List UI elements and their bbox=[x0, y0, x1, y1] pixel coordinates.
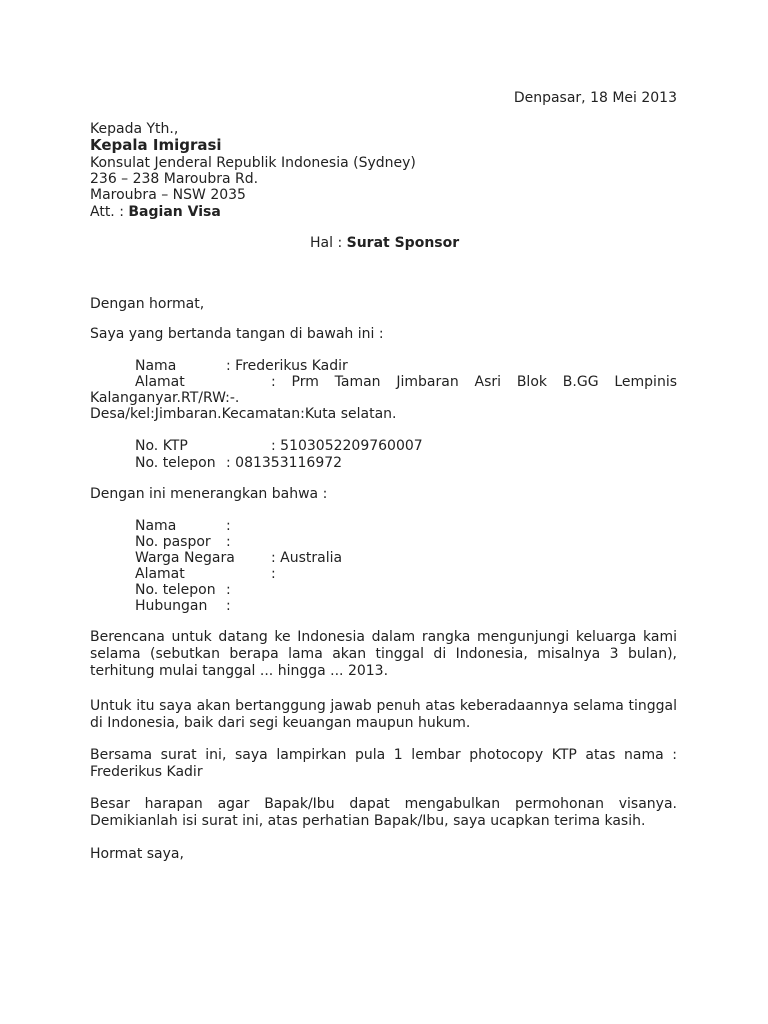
guest-hubungan-label: Hubungan bbox=[135, 598, 208, 614]
paragraph-line: selama (sebutkan berapa lama akan tinggal di Indonesia, misalnya 3 bulan), bbox=[90, 646, 677, 662]
guest-alamat-value: : bbox=[271, 566, 276, 582]
paragraph-line: Bersama surat ini, saya lampirkan pula 1 lembar photocopy KTP atas nama : bbox=[90, 747, 677, 763]
subject-value: Surat Sponsor bbox=[346, 235, 460, 251]
guest-alamat-label: Alamat bbox=[135, 566, 185, 582]
paragraph-line: terhitung mulai tanggal ... hingga ... 2013. bbox=[90, 663, 389, 679]
paragraph-attachment bbox=[90, 747, 677, 781]
alamat-word: Jimbaran bbox=[396, 374, 459, 390]
guest-warga-value: : Australia bbox=[271, 550, 343, 566]
alamat-word: : bbox=[271, 374, 276, 390]
subject-label: Hal : bbox=[310, 235, 347, 251]
paragraph-line: Demikianlah isi surat ini, atas perhatian Bapak/Ibu, saya ucapkan terima kasih. bbox=[90, 813, 646, 829]
guest-paspor-label: No. paspor bbox=[135, 534, 211, 550]
guest-hubungan-value: : bbox=[226, 598, 231, 614]
sponsor-alamat-line2: Kalanganyar.RT/RW:-. bbox=[90, 390, 240, 406]
recipient-line2: 236 – 238 Maroubra Rd. bbox=[90, 171, 259, 187]
closing-line: Hormat saya, bbox=[90, 846, 184, 862]
date-line: Denpasar, 18 Mei 2013 bbox=[513, 90, 677, 106]
paragraph-line: Untuk itu saya akan bertanggung jawab penuh atas keberadaannya selama tinggal bbox=[90, 698, 677, 714]
recipient-title: Kepala Imigrasi bbox=[90, 136, 222, 154]
alamat-word: Prm bbox=[291, 374, 319, 390]
guest-telepon-label: No. telepon bbox=[135, 582, 216, 598]
sponsor-ktp-label: No. KTP bbox=[135, 438, 188, 454]
attention-label: Att. : bbox=[90, 204, 129, 220]
alamat-word: Lempinis bbox=[614, 374, 677, 390]
salutation: Dengan hormat, bbox=[90, 296, 205, 312]
subject-line bbox=[310, 235, 459, 251]
guest-telepon-value: : bbox=[226, 582, 231, 598]
paragraph-responsibility bbox=[90, 698, 677, 732]
paragraph-hope bbox=[90, 796, 677, 830]
recipient-line3: Maroubra – NSW 2035 bbox=[90, 187, 246, 203]
alamat-word: Asri bbox=[474, 374, 502, 390]
sponsor-alamat-value bbox=[271, 374, 677, 390]
alamat-word: Taman bbox=[334, 374, 381, 390]
sponsor-telepon-value: : 081353116972 bbox=[226, 455, 343, 471]
paragraph-plan bbox=[90, 629, 677, 680]
sponsor-nama-label: Nama bbox=[135, 358, 177, 374]
sponsor-ktp-value: : 5103052209760007 bbox=[271, 438, 423, 454]
guest-warga-label: Warga Negara bbox=[135, 550, 235, 566]
paragraph-line: Berencana untuk datang ke Indonesia dalam rangka mengunjungi keluarga kami bbox=[90, 629, 677, 645]
recipient-greeting: Kepada Yth., bbox=[90, 121, 179, 137]
attention-value: Bagian Visa bbox=[128, 204, 221, 220]
recipient-line1: Konsulat Jenderal Republik Indonesia (Sydney) bbox=[90, 155, 416, 171]
paragraph-line: Besar harapan agar Bapak/Ibu dapat mengabulkan permohonan visanya. bbox=[90, 796, 677, 812]
sponsor-alamat-label: Alamat bbox=[135, 374, 185, 390]
attention-line bbox=[90, 204, 221, 220]
paragraph-line: di Indonesia, baik dari segi keuangan maupun hukum. bbox=[90, 715, 471, 731]
guest-paspor-value: : bbox=[226, 534, 231, 550]
sponsor-telepon-label: No. telepon bbox=[135, 455, 216, 471]
intro-line: Saya yang bertanda tangan di bawah ini : bbox=[90, 326, 384, 342]
alamat-word: B.GG bbox=[562, 374, 599, 390]
guest-nama-label: Nama bbox=[135, 518, 177, 534]
alamat-word: Blok bbox=[516, 374, 547, 390]
sponsor-nama-value: : Frederikus Kadir bbox=[226, 358, 348, 374]
guest-nama-value: : bbox=[226, 518, 231, 534]
statement-line: Dengan ini menerangkan bahwa : bbox=[90, 486, 328, 502]
sponsor-alamat-line3: Desa/kel:Jimbaran.Kecamatan:Kuta selatan. bbox=[90, 406, 397, 422]
paragraph-line: Frederikus Kadir bbox=[90, 764, 203, 780]
